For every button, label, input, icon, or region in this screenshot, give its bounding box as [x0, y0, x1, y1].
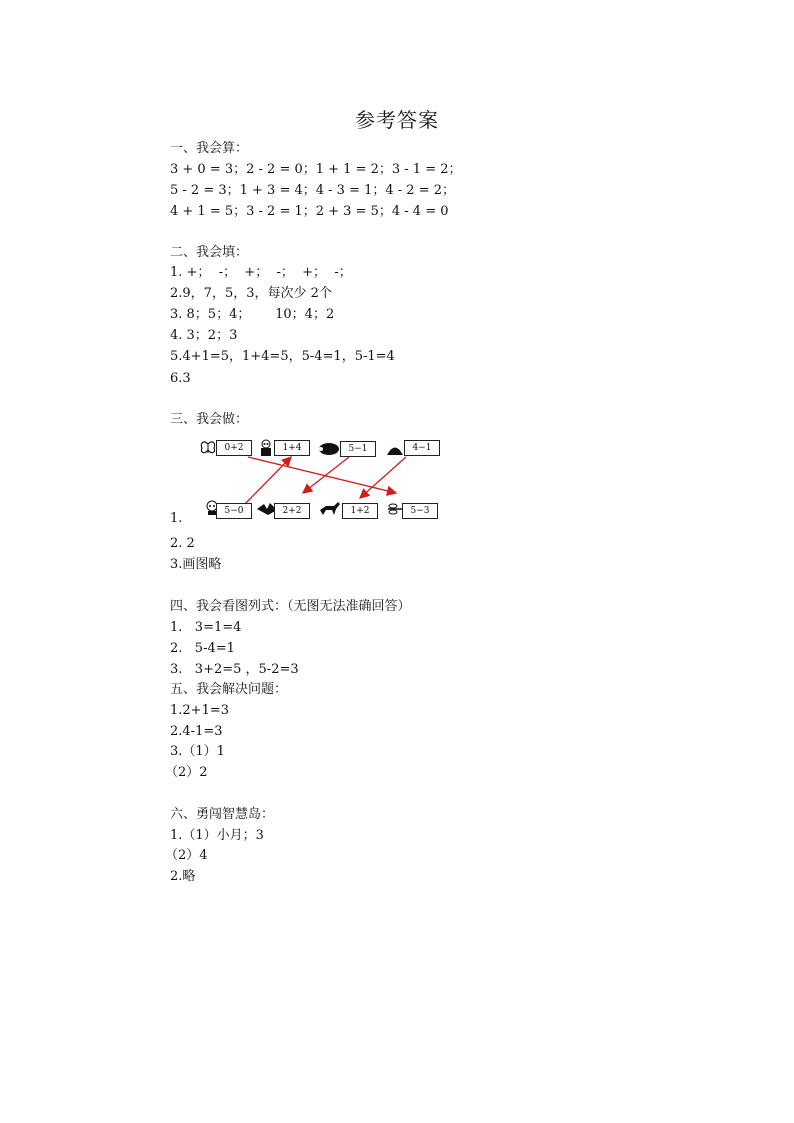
expr-box-5minus3: 5−3: [402, 503, 438, 519]
section-1-line-3: 4 + 1 = 5；3 - 2 = 1；2 + 3 = 5；4 - 4 = 0: [170, 204, 449, 219]
section-6-line-3: 2.略: [170, 869, 196, 884]
deer-icon: [318, 500, 342, 516]
expr-box-1plus4: 1+4: [274, 440, 310, 456]
section-2-line-4: 4. 3；2；3: [170, 328, 238, 343]
section-6-line-2: （2）4: [165, 848, 208, 863]
matching-figure: [196, 433, 446, 523]
expr-box-4minus1: 4−1: [404, 440, 440, 456]
section-6-heading: 六、勇闯智慧岛：: [170, 807, 275, 822]
arrow-5minus1-to-2plus2: [303, 457, 349, 493]
section-5-line-2: 2.4-1=3: [170, 724, 223, 739]
section-4-line-3: 3. 3+2=5 ，5-2=3: [170, 662, 299, 677]
turtle-icon: [386, 440, 402, 456]
arrow-5minus0-to-1plus4: [244, 457, 291, 505]
section-2-line-6: 6.3: [170, 371, 191, 386]
section-2-line-5: 5.4+1=5，1+4=5，5-4=1，5-1=4: [170, 349, 395, 364]
section-4-line-1: 1. 3=1=4: [170, 620, 242, 635]
section-1-line-2: 5 - 2 = 3；1 + 3 = 4；4 - 3 = 1；4 - 2 = 2；: [170, 183, 456, 198]
section-2-line-2: 2.9，7，5，3，每次少 2个: [170, 286, 332, 301]
section-1-heading: 一、我会算：: [170, 141, 249, 156]
arrow-4minus1-to-1plus2: [360, 457, 406, 498]
section-4-heading: 四、我会看图列式：（无图无法准确回答）: [170, 599, 411, 614]
section-2-line-3: 3. 8；5；4； 10；4；2: [170, 307, 335, 322]
section-5-heading: 五、我会解决问题：: [170, 682, 288, 697]
panda-icon: [258, 439, 274, 455]
section-4-line-2: 2. 5-4=1: [170, 641, 235, 656]
arrow-0plus2-to-5minus3: [248, 457, 396, 493]
section-3-line-2: 2. 2: [170, 536, 195, 551]
section-1-line-1: 3 + 0 = 3；2 - 2 = 0；1 + 1 = 2；3 - 1 = 2；: [170, 162, 462, 177]
section-6-line-1: 1.（1）小月；3: [170, 828, 264, 843]
section-3-line-3: 3.画图略: [170, 557, 222, 572]
section-5-line-3: 3.（1）1: [170, 744, 225, 759]
page-title: 参考答案: [355, 108, 439, 132]
section-2-heading: 二、我会填：: [170, 245, 249, 260]
section-5-line-1: 1.2+1=3: [170, 703, 230, 718]
expr-box-5minus0: 5−0: [216, 503, 252, 519]
expr-box-0plus2: 0+2: [216, 440, 252, 456]
expr-box-1plus2: 1+2: [342, 503, 378, 519]
expr-box-2plus2: 2+2: [274, 503, 310, 519]
dragonfly-icon: [386, 501, 402, 517]
section-2-line-1: 1. +； -； +； -； +； -；: [170, 265, 352, 280]
expr-box-5minus1: 5−1: [340, 441, 376, 457]
section-3-line-1: 1.: [170, 511, 183, 526]
section-3-heading: 三、我会做：: [170, 412, 249, 427]
butterfly-icon: [200, 440, 216, 456]
hedgehog-icon: [318, 440, 340, 456]
section-5-line-4: （2）2: [165, 765, 208, 780]
